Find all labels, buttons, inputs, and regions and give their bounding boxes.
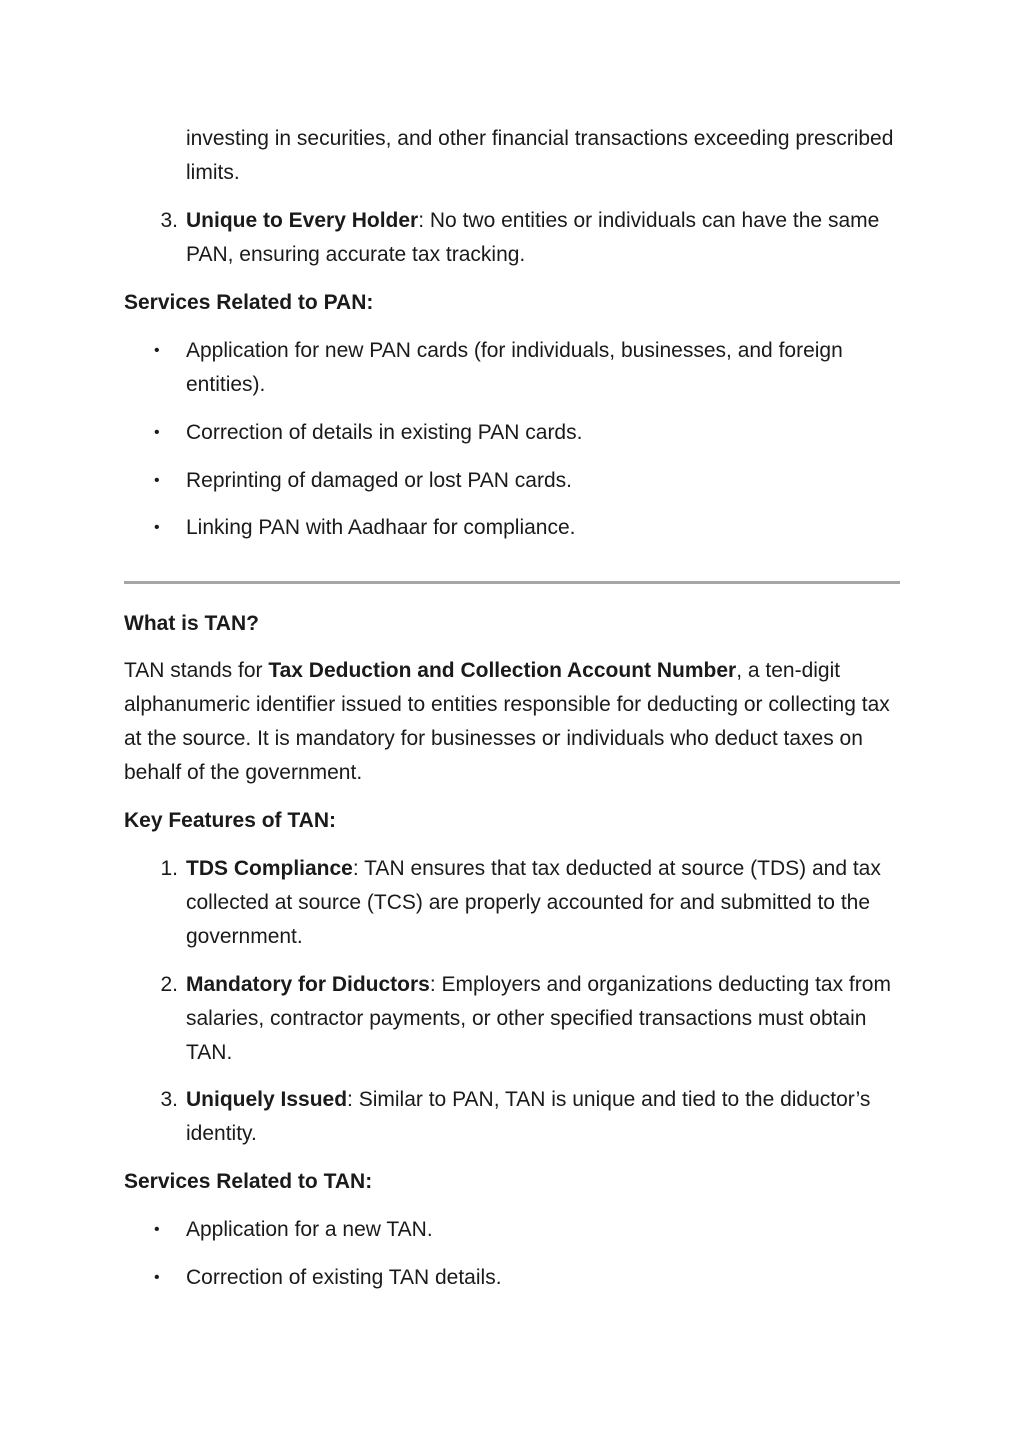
horizontal-divider (124, 581, 900, 584)
tan-services-heading-block (124, 1165, 900, 1199)
feature-description: : No two entities or individuals can have the same PAN, ensuring accurate tax tracking. (186, 209, 880, 266)
intro-rest: , a ten-digit alphanumeric identifier issued to entities responsible for deducting or collecting tax at the source. It is mandatory for businesses or individuals who deduct taxes on behalf of the government. (124, 659, 890, 784)
feature-title: Mandatory for Diductors (186, 973, 430, 996)
section-heading: Services Related to PAN: (124, 291, 374, 314)
intro-bold-term: Tax Deduction and Collection Account Number (268, 659, 737, 682)
bullet-icon: • (154, 1221, 160, 1238)
bullet-icon: • (154, 342, 160, 359)
list-item-text (186, 204, 900, 272)
list-item-text: Linking PAN with Aadhaar for compliance. (186, 516, 576, 539)
section-heading: Services Related to TAN: (124, 1170, 373, 1193)
paragraph-text (124, 654, 900, 790)
list-item-text: Application for a new TAN. (186, 1218, 433, 1241)
list-number: 3. (160, 209, 178, 232)
list-item-text (186, 852, 900, 954)
bullet-icon: • (154, 1269, 160, 1286)
list-item-text (186, 968, 900, 1070)
list-item-text: Application for new PAN cards (for individuals, businesses, and foreign entities). (186, 339, 843, 396)
feature-title: Unique to Every Holder (186, 209, 419, 232)
bullet-icon: • (154, 424, 160, 441)
continuation-text: investing in securities, and other financial transactions exceeding prescribed limits. (186, 127, 894, 184)
feature-description: : Similar to PAN, TAN is unique and tied to the diductor’s identity. (186, 1088, 871, 1145)
list-number: 1. (160, 857, 178, 880)
intro-lead: TAN stands for (124, 659, 269, 682)
list-number: 3. (160, 1088, 178, 1111)
feature-title: TDS Compliance (186, 857, 353, 880)
feature-description: : TAN ensures that tax deducted at source (TDS) and tax collected at source (TCS) are properly accounted for and submitted to the government. (186, 857, 881, 948)
section-heading: Key Features of TAN: (124, 809, 336, 832)
bullet-icon: • (154, 472, 160, 489)
list-number: 2. (160, 973, 178, 996)
bullet-icon: • (154, 519, 160, 536)
tan-heading-block (124, 607, 900, 641)
pan-services-heading-block (124, 286, 900, 320)
list-item-text: Reprinting of damaged or lost PAN cards. (186, 469, 572, 492)
section-heading: What is TAN? (124, 612, 259, 635)
feature-title: Uniquely Issued (186, 1088, 348, 1111)
tan-features-heading-block (124, 804, 900, 838)
feature-description: : Employers and organizations deducting tax from salaries, contractor payments, or other specified transactions must obtain TAN. (186, 973, 891, 1064)
list-item-text: Correction of existing TAN details. (186, 1266, 502, 1289)
tan-intro-paragraph (124, 654, 900, 790)
list-item-text (186, 1083, 900, 1151)
list-item-text: Correction of details in existing PAN cards. (186, 421, 583, 444)
